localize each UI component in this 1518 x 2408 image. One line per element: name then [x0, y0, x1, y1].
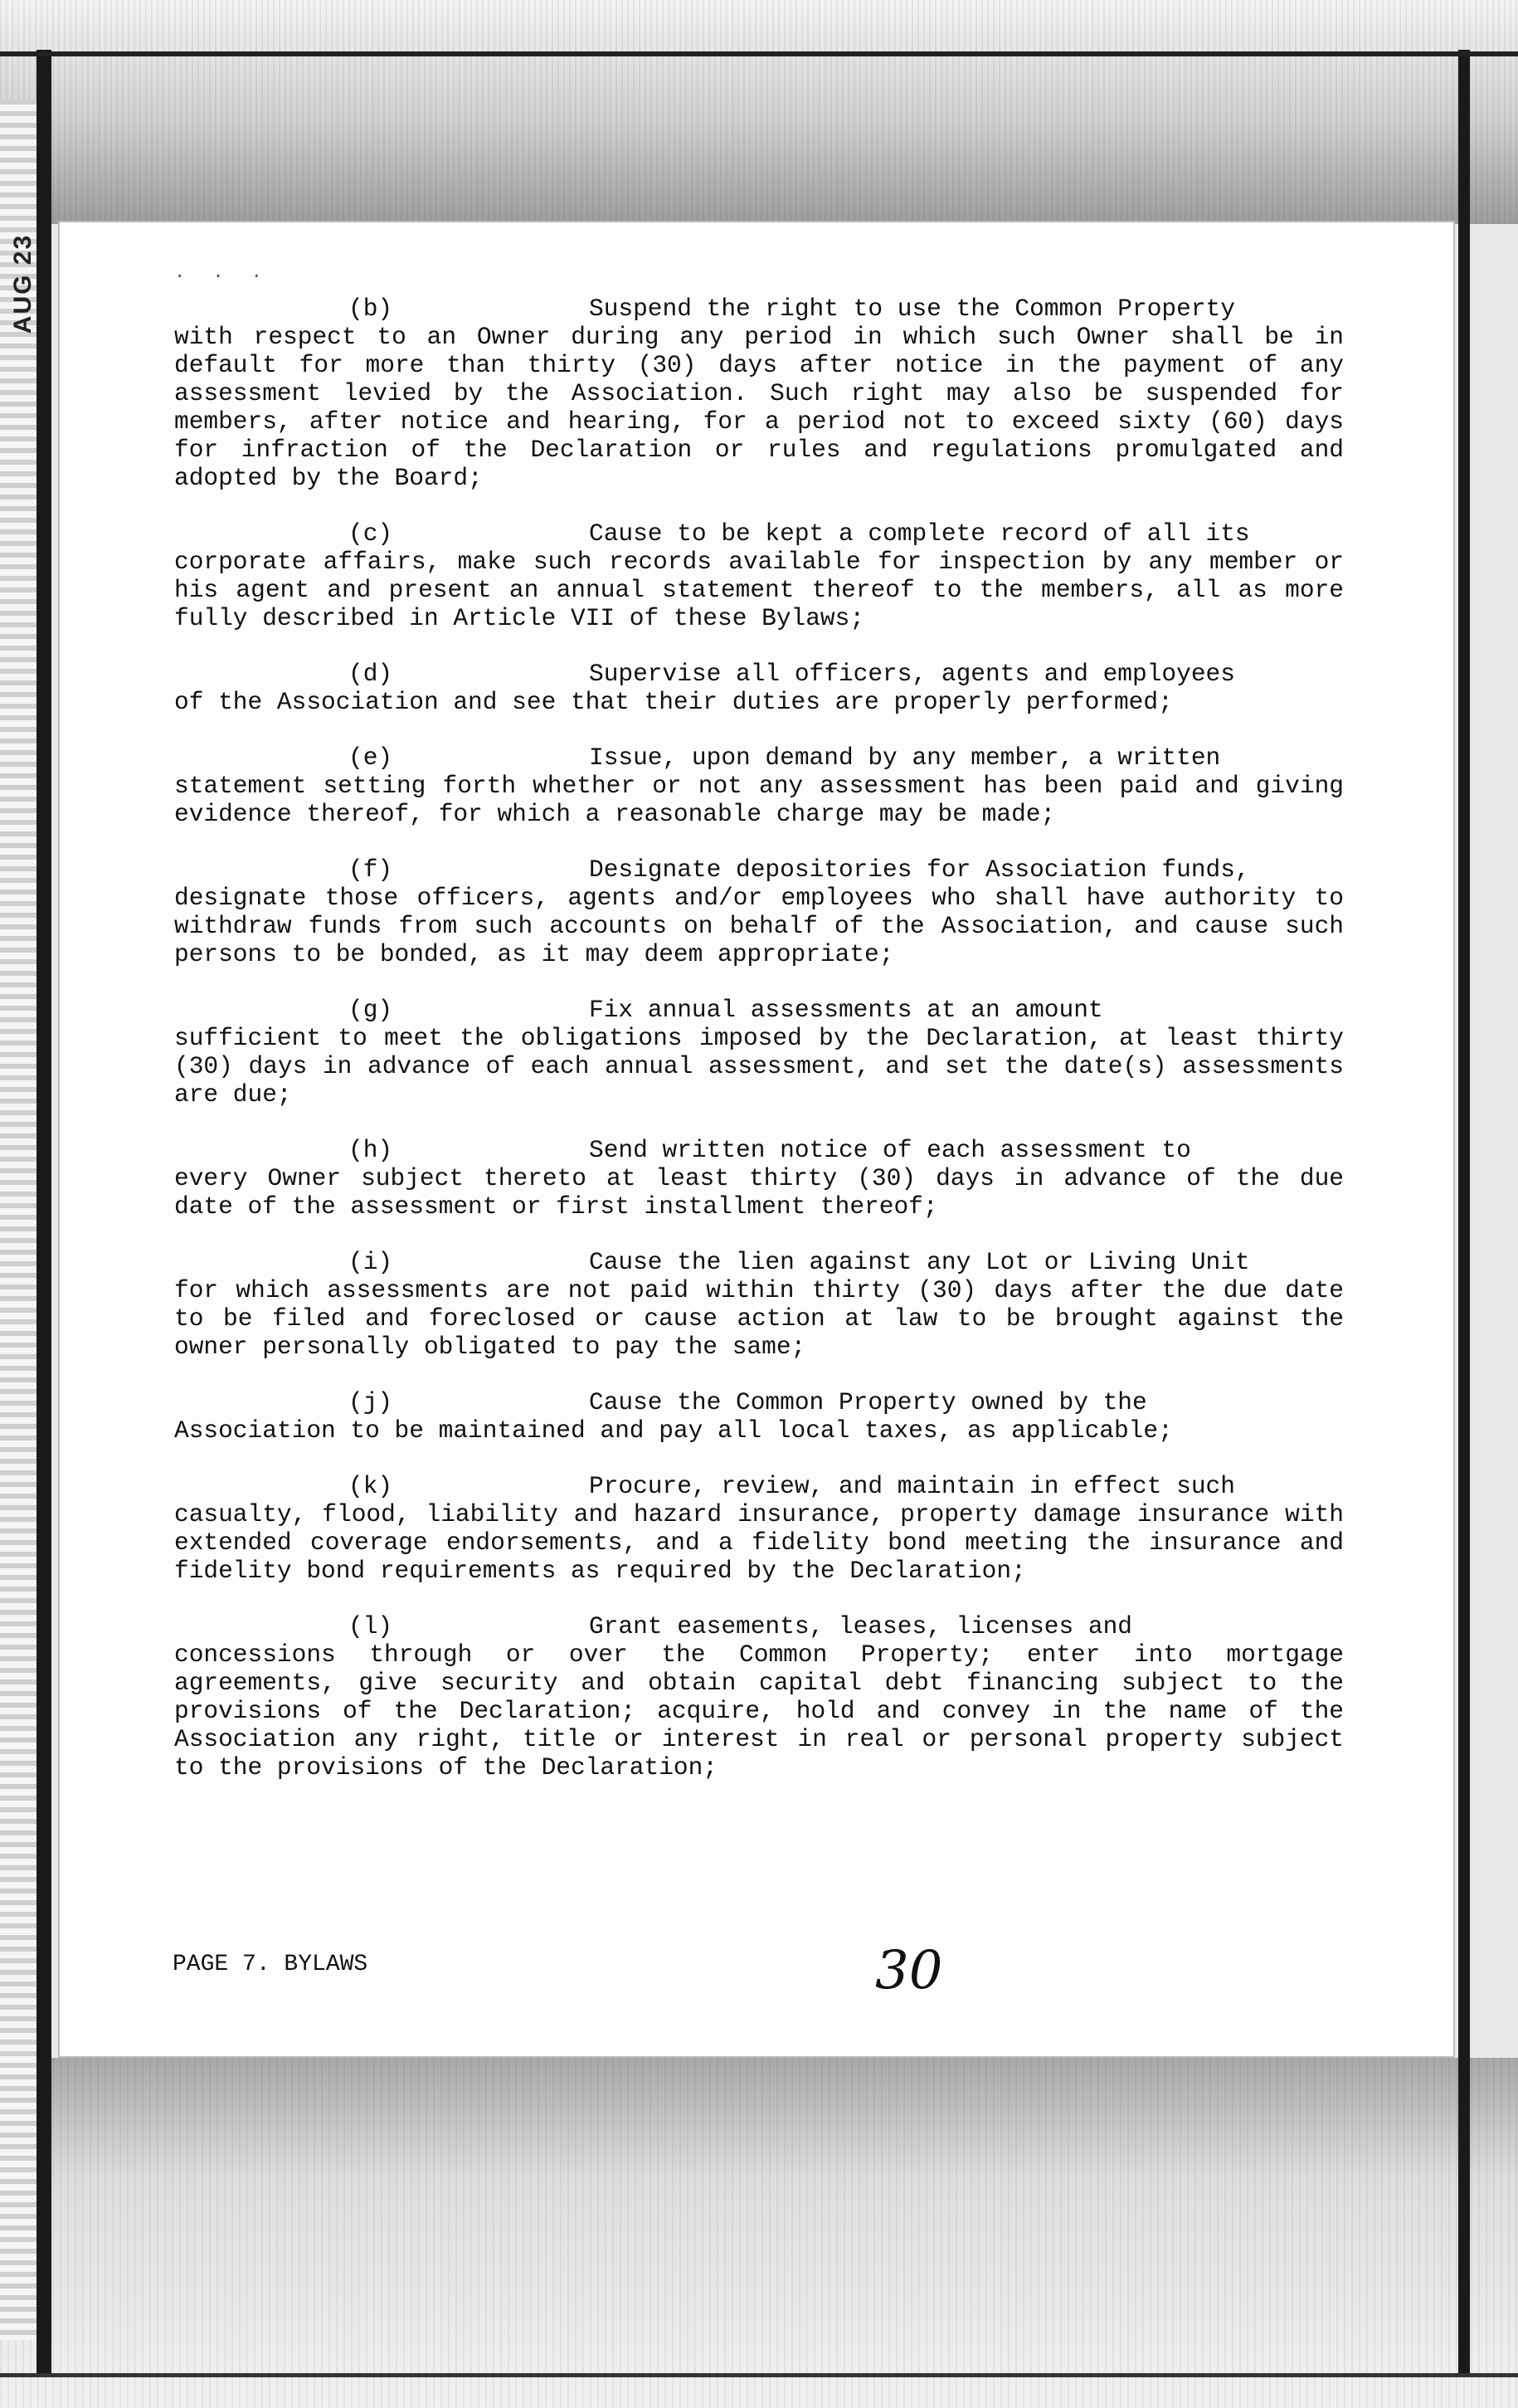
paragraph-lead: Procure, review, and maintain in effect such — [589, 1472, 1235, 1500]
paragraph-label: (d) — [348, 660, 393, 688]
paragraph-text: concessions through or over the Common Property; enter into mortgage agreements, give security and obtain capital debt financing subject to the provisions of the Declaration; acquire, hold and convey in the name of the Association any right, title or interest in real or personal property subject to the provisions of the Declaration; — [174, 1640, 1344, 1782]
paragraph-text: corporate affairs, make such records available for inspection by any member or his agent and present an annual statement thereof to the members, all as more fully described in Article VII of these Bylaws; — [174, 548, 1344, 632]
scan-left-edge — [36, 50, 51, 2373]
paragraph-label: (h) — [348, 1136, 393, 1164]
paragraph-lead: Cause the Common Property owned by the — [589, 1388, 1147, 1416]
paragraph-lead: Suspend the right to use the Common Property — [589, 295, 1235, 323]
bylaw-paragraph — [174, 295, 1344, 492]
scan-top-rule — [0, 51, 1518, 56]
paragraph-text: every Owner subject thereto at least thirty (30) days in advance of the due date of the assessment or first installment thereof; — [174, 1164, 1344, 1221]
scan-top-border — [0, 0, 1518, 224]
paragraph-text: of the Association and see that their duties are properly performed; — [174, 688, 1173, 716]
paragraph-first-line — [174, 295, 1344, 323]
paragraph-lead: Supervise all officers, agents and employees — [589, 660, 1235, 688]
paragraph-label: (b) — [348, 295, 393, 323]
paragraph-lead: Designate depositories for Association funds, — [589, 855, 1250, 884]
paragraph-lead: Cause to be kept a complete record of all its — [589, 519, 1250, 548]
header-dots: . . . — [174, 262, 271, 283]
scan-left-strip — [0, 100, 36, 2340]
bylaw-paragraph — [174, 996, 1344, 1109]
paragraph-first-line — [174, 1388, 1344, 1416]
paragraph-text: for which assessments are not paid within thirty (30) days after the due date to be filed and foreclosed or cause action at law to be brought against the owner personally obligated to pay the same; — [174, 1276, 1344, 1361]
paragraph-text: sufficient to meet the obligations imposed by the Declaration, at least thirty (30) days in advance of each annual assessment, and set the date(s) assessments are due; — [174, 1024, 1344, 1109]
paragraph-first-line — [174, 855, 1344, 884]
date-stamp: AUG 23 — [9, 233, 36, 334]
paragraph-first-line — [174, 996, 1344, 1024]
paragraph-label: (i) — [348, 1248, 393, 1276]
paragraph-text: designate those officers, agents and/or employees who shall have authority to withdraw funds from such accounts on behalf of the Association, and cause such persons to be bonded, as it may deem appropriate; — [174, 884, 1344, 968]
bylaw-paragraph — [174, 660, 1344, 716]
paragraph-first-line — [174, 743, 1344, 772]
bylaw-paragraph — [174, 1472, 1344, 1585]
bylaw-paragraph — [174, 855, 1344, 968]
paragraph-lead: Fix annual assessments at an amount — [589, 996, 1103, 1024]
document-body — [174, 295, 1344, 1809]
paragraph-lead: Grant easements, leases, licenses and — [589, 1612, 1133, 1640]
paragraph-label: (e) — [348, 743, 393, 772]
paragraph-lead: Cause the lien against any Lot or Living Unit — [589, 1248, 1250, 1276]
bylaw-paragraph — [174, 1136, 1344, 1221]
paragraph-text: Association to be maintained and pay all local taxes, as applicable; — [174, 1416, 1173, 1445]
paragraph-label: (c) — [348, 519, 393, 548]
bylaw-paragraph — [174, 1388, 1344, 1445]
bylaw-paragraph — [174, 743, 1344, 828]
paragraph-text: with respect to an Owner during any period in which such Owner shall be in default for more than thirty (30) days after notice in the payment of any assessment levied by the Association. Such right may also be suspended for members, after notice and hearing, for a period not to exceed sixty (60) days for infraction of the Declaration or rules and regulations promulgated and adopted by the Board; — [174, 323, 1344, 492]
paragraph-lead: Issue, upon demand by any member, a written — [589, 743, 1221, 772]
paragraph-first-line — [174, 519, 1344, 548]
paragraph-label: (f) — [348, 855, 393, 884]
footer-label: PAGE 7. BYLAWS — [173, 1952, 368, 1977]
scan-bottom-border — [0, 2058, 1518, 2408]
paragraph-label: (j) — [348, 1388, 393, 1416]
paragraph-lead: Send written notice of each assessment to — [589, 1136, 1191, 1164]
paragraph-first-line — [174, 1612, 1344, 1640]
paragraph-first-line — [174, 1136, 1344, 1164]
paragraph-first-line — [174, 660, 1344, 688]
paragraph-first-line — [174, 1248, 1344, 1276]
paragraph-label: (l) — [348, 1612, 393, 1640]
bylaw-paragraph — [174, 1612, 1344, 1782]
scan-right-edge — [1458, 50, 1470, 2373]
bylaw-paragraph — [174, 1248, 1344, 1361]
paragraph-label: (k) — [348, 1472, 393, 1500]
paragraph-text: casualty, flood, liability and hazard insurance, property damage insurance with extended coverage endorsements, and a fidelity bond meeting the insurance and fidelity bond requirements as required by the Declaration; — [174, 1500, 1344, 1585]
paragraph-text: statement setting forth whether or not any assessment has been paid and giving evidence thereof, for which a reasonable charge may be made; — [174, 772, 1344, 828]
paragraph-label: (g) — [348, 996, 393, 1024]
scan-bottom-rule — [0, 2373, 1518, 2377]
handwritten-page-number: 30 — [875, 1940, 943, 2001]
bylaw-paragraph — [174, 519, 1344, 632]
paragraph-first-line — [174, 1472, 1344, 1500]
